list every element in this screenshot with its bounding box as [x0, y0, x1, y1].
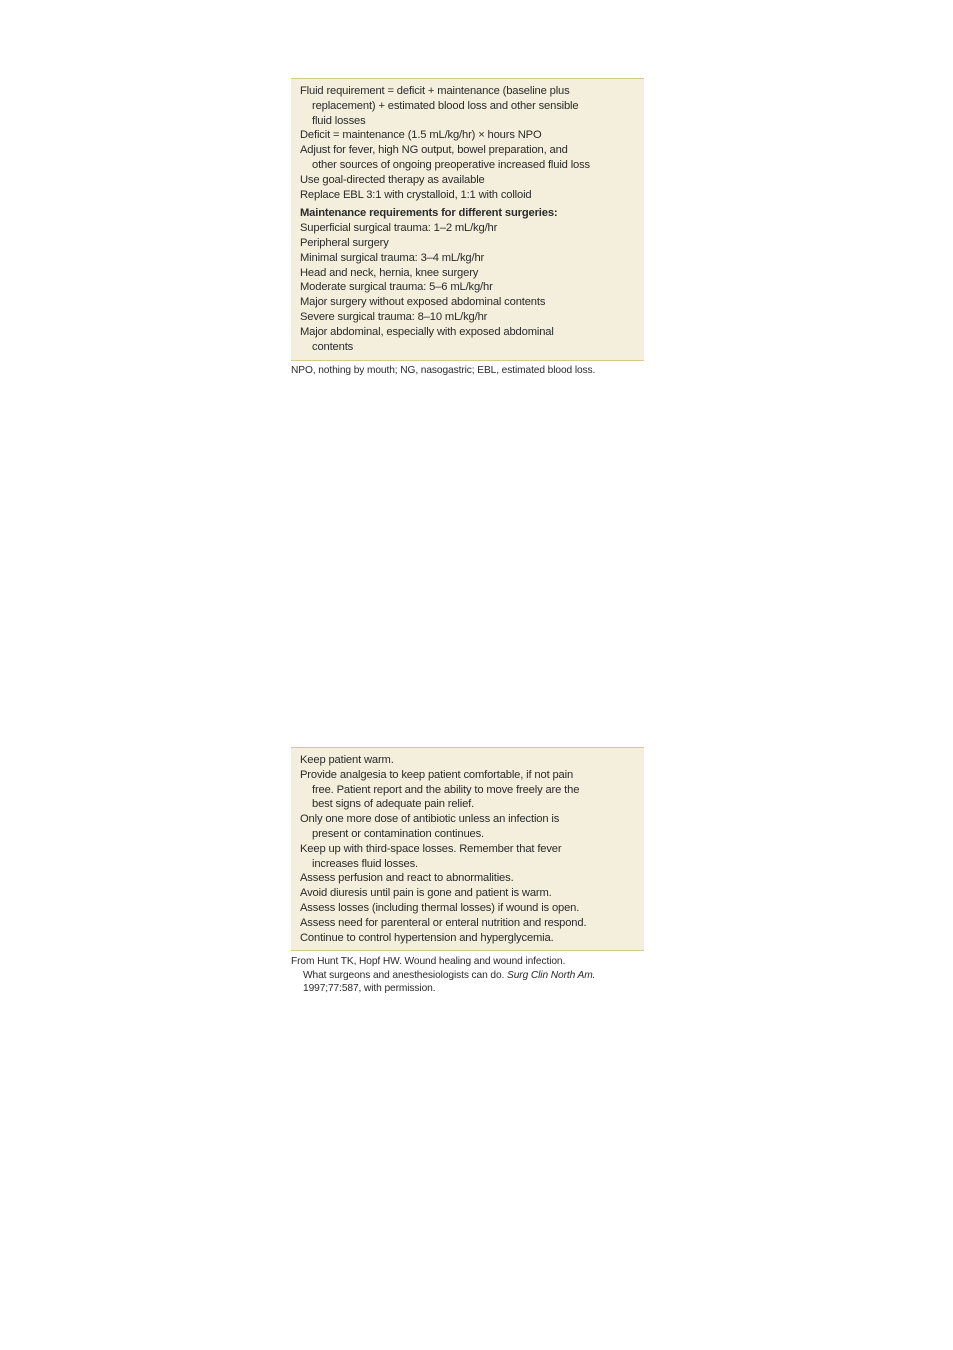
list-item: [300, 173, 636, 188]
list-item-line: Minimal surgical trauma: 3–4 mL/kg/hr: [300, 251, 485, 264]
list-item-line: Deficit = maintenance (1.5 mL/kg/hr) × hours NPO: [300, 129, 542, 142]
list-item-line: Fluid requirement = deficit + maintenance (baseline plus: [300, 85, 570, 97]
fluid-requirements-table: [291, 78, 644, 361]
citation-journal: Surg Clin North Am.: [507, 969, 596, 981]
list-item: [300, 753, 636, 768]
maintenance-heading: Maintenance requirements for different surgeries:: [300, 207, 558, 220]
list-item: [300, 768, 636, 812]
citation-line-3: 1997;77:587, with permission.: [303, 983, 436, 994]
citation-line-2: [291, 969, 644, 983]
maintenance-requirements-list: [300, 221, 636, 354]
list-item-line: Head and neck, hernia, knee surgery: [300, 266, 479, 279]
list-item: [300, 266, 636, 281]
list-item: [300, 325, 636, 355]
list-item-line: Severe surgical trauma: 8–10 mL/kg/hr: [300, 310, 488, 323]
list-item: [300, 251, 636, 266]
list-item: [300, 886, 636, 901]
list-item-line: Adjust for fever, high NG output, bowel preparation, and: [300, 144, 568, 157]
list-item: [300, 310, 636, 325]
list-item: [300, 236, 636, 251]
list-item: [300, 916, 636, 931]
postoperative-care-table: [291, 747, 644, 951]
list-item-line: present or contamination continues.: [312, 827, 484, 840]
list-item-line: Peripheral surgery: [300, 236, 389, 249]
list-item-line: Replace EBL 3:1 with crystalloid, 1:1 with colloid: [300, 188, 532, 201]
list-item-line: Superficial surgical trauma: 1–2 mL/kg/hr: [300, 222, 498, 235]
fluid-requirements-list: [300, 84, 636, 202]
list-item-line: Major surgery without exposed abdominal contents: [300, 296, 546, 309]
list-item-line: Assess losses (including thermal losses) if wound is open.: [300, 901, 580, 914]
source-citation: [291, 955, 644, 996]
list-item-line: Moderate surgical trauma: 5–6 mL/kg/hr: [300, 281, 493, 294]
table-footnote: NPO, nothing by mouth; NG, nasogastric; EBL, estimated blood loss.: [291, 365, 596, 376]
list-item: [300, 221, 636, 236]
citation-text: What surgeons and anesthesiologists can do.: [303, 969, 508, 981]
list-item-line: Keep up with third-space losses. Remember that fever: [300, 842, 562, 855]
list-item-line: Provide analgesia to keep patient comfortable, if not pain: [300, 768, 574, 781]
list-item-line: Assess perfusion and react to abnormalities.: [300, 872, 514, 885]
list-item-line: fluid losses: [312, 114, 366, 127]
list-item-line: best signs of adequate pain relief.: [312, 798, 475, 811]
list-item-line: Use goal-directed therapy as available: [300, 173, 485, 186]
list-item: [300, 295, 636, 310]
list-item-line: other sources of ongoing preoperative increased fluid loss: [312, 158, 590, 171]
list-item: [300, 84, 636, 128]
list-item: [300, 931, 636, 946]
list-item-line: Continue to control hypertension and hyperglycemia.: [300, 931, 554, 944]
list-item: [300, 812, 636, 842]
postoperative-care-list: [300, 753, 636, 945]
list-item-line: Only one more dose of antibiotic unless an infection is: [300, 813, 560, 826]
list-item: [300, 280, 636, 295]
list-item-line: Keep patient warm.: [300, 754, 394, 766]
list-item-line: replacement) + estimated blood loss and other sensible: [312, 99, 579, 112]
list-item: [300, 901, 636, 916]
list-item-line: Avoid diuresis until pain is gone and patient is warm.: [300, 887, 552, 900]
list-item-line: Major abdominal, especially with exposed abdominal: [300, 325, 554, 338]
list-item-line: free. Patient report and the ability to move freely are the: [312, 783, 580, 796]
list-item-line: contents: [312, 340, 354, 353]
list-item-line: Assess need for parenteral or enteral nutrition and respond.: [300, 916, 587, 929]
list-item: [300, 871, 636, 886]
list-item-line: increases fluid losses.: [312, 857, 418, 870]
list-item: [300, 128, 636, 143]
list-item: [300, 188, 636, 203]
list-item: [300, 842, 636, 872]
list-item: [300, 143, 636, 173]
citation-line-1: From Hunt TK, Hopf HW. Wound healing and wound infection.: [291, 956, 566, 967]
